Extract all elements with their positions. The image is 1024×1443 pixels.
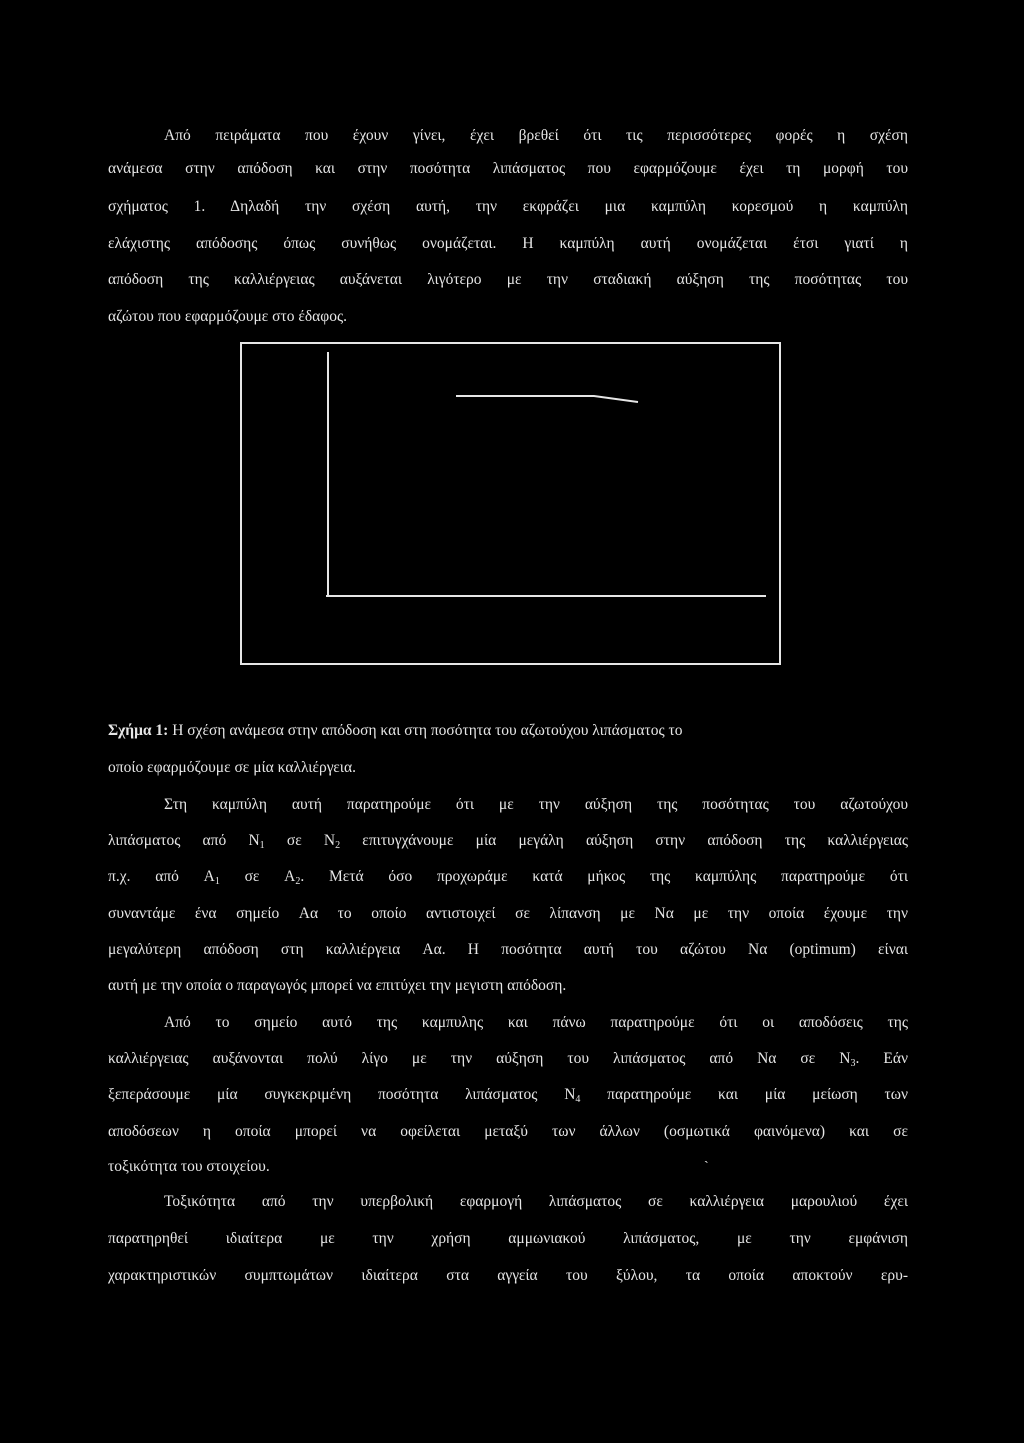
para3-line-3-b: παρατηρούμε και μία μείωση των	[580, 1086, 908, 1103]
figure-1-graphic	[240, 342, 781, 665]
para4-line-2: παρατηρηθεί ιδιαίτερα με την χρήση αμμωνιακού λιπάσματος, με την εμφάνιση	[108, 1230, 908, 1247]
para3-line-2-b: . Εάν	[855, 1050, 908, 1067]
para2-line-5: μεγαλύτερη απόδοση στη καλλιέργεια Aα. Η ποσότητα αυτή του αζώτου Nα (optimum) είναι	[108, 941, 908, 958]
intro-line-5: απόδοση της καλλιέργειας αυξάνεται λιγότερο με την σταδιακή αύξηση της ποσότητας του	[108, 271, 908, 288]
para2-line-6: αυτή με την οποία ο παραγωγός μπορεί να επιτύχει την μεγιστη απόδοση.	[108, 977, 567, 994]
para2-line-3-c: . Μετά όσο προχωράμε κατά μήκος της καμπύλης παρατηρούμε ότι	[300, 868, 908, 885]
para3-line-3-a: ξεπεράσουμε μία συγκεκριμένη ποσότητα λιπάσματος N	[108, 1086, 576, 1103]
para3-line-3	[108, 1084, 908, 1106]
para2-line-3-a: π.χ. από A	[108, 868, 215, 885]
para4-line-3: χαρακτηριστικών συμπτωμάτων ιδιαίτερα στα αγγεία του ξύλου, τα οποία αποκτούν ερυ-	[108, 1267, 908, 1284]
figure-frame	[241, 343, 780, 664]
figure-caption-line-1	[108, 720, 908, 742]
intro-line-6: αζώτου που εφαρμόζουμε στο έδαφος.	[108, 308, 348, 325]
intro-line-3: σχήματος 1. Δηλαδή την σχέση αυτή, την εκφράζει μια καμπύλη κορεσμού η καμπύλη	[108, 198, 908, 215]
figure-1	[240, 342, 781, 665]
para2-line-3-b: σε A	[219, 868, 296, 885]
para3-line-2	[108, 1048, 908, 1070]
sub-a1: 1	[214, 876, 220, 887]
sub-n3: 3	[850, 1058, 856, 1069]
para3-line-4: αποδόσεων η οποία μπορεί να οφείλεται μεταξύ των άλλων (οσμωτικά φαινόμενα) και σε	[108, 1123, 908, 1140]
intro-line-4: ελάχιστης απόδοσης όπως συνήθως ονομάζεται. Η καμπύλη αυτή ονομάζεται έτσι γιατί η	[108, 235, 908, 252]
sub-a2: 2	[295, 876, 301, 887]
para3-line-2-a: καλλιέργειας αυξάνονται πολύ λίγο με την αύξηση του λιπάσματος από Nα σε N	[108, 1050, 851, 1067]
para2-line-2-c: επιτυγχάνουμε μία μεγάλη αύξηση στην απόδοση της καλλιέργειας	[340, 832, 908, 849]
para2-line-1: Στη καμπύλη αυτή παρατηρούμε ότι με την αύξηση της ποσότητας του αζωτούχου	[164, 796, 908, 813]
para2-line-2-b: σε N	[264, 832, 336, 849]
para3-line-5: τοξικότητα του στοιχείου.	[108, 1158, 270, 1175]
para3-line-1: Από το σημείο αυτό της καμπυλης και πάνω παρατηρούμε ότι οι αποδόσεις της	[164, 1014, 908, 1031]
figure-caption-text-1: Η σχέση ανάμεσα στην απόδοση και στη ποσότητα του αζωτούχου λιπάσματος το	[168, 722, 683, 739]
para2-line-2-a: λιπάσματος από N	[108, 832, 260, 849]
figure-caption-label: Σχήμα 1:	[108, 722, 169, 739]
intro-line-2: ανάμεσα στην απόδοση και στην ποσότητα λιπάσματος που εφαρμόζουμε έχει τη μορφή του	[108, 160, 908, 177]
para4-line-1: Τοξικότητα από την υπερβολική εφαρμογή λιπάσματος σε καλλιέργεια μαρουλιού έχει	[164, 1193, 908, 1210]
figure-caption-line-2: οποίο εφαρμόζουμε σε μία καλλιέργεια.	[108, 759, 356, 776]
stray-mark: ˎ	[704, 1149, 709, 1164]
sub-n4: 4	[575, 1094, 581, 1105]
sub-n2: 2	[335, 840, 341, 851]
para2-line-4: συναντάμε ένα σημείο Aα το οποίο αντιστοιχεί σε λίπανση με Nα με την οποία έχουμε την	[108, 905, 908, 922]
yield-curve	[456, 396, 638, 402]
sub-n1: 1	[259, 840, 265, 851]
intro-line-1: Από πειράματα που έχουν γίνει, έχει βρεθεί ότι τις περισσότερες φορές η σχέση	[164, 127, 908, 144]
para2-line-3	[108, 866, 908, 888]
para2-line-2	[108, 830, 908, 852]
